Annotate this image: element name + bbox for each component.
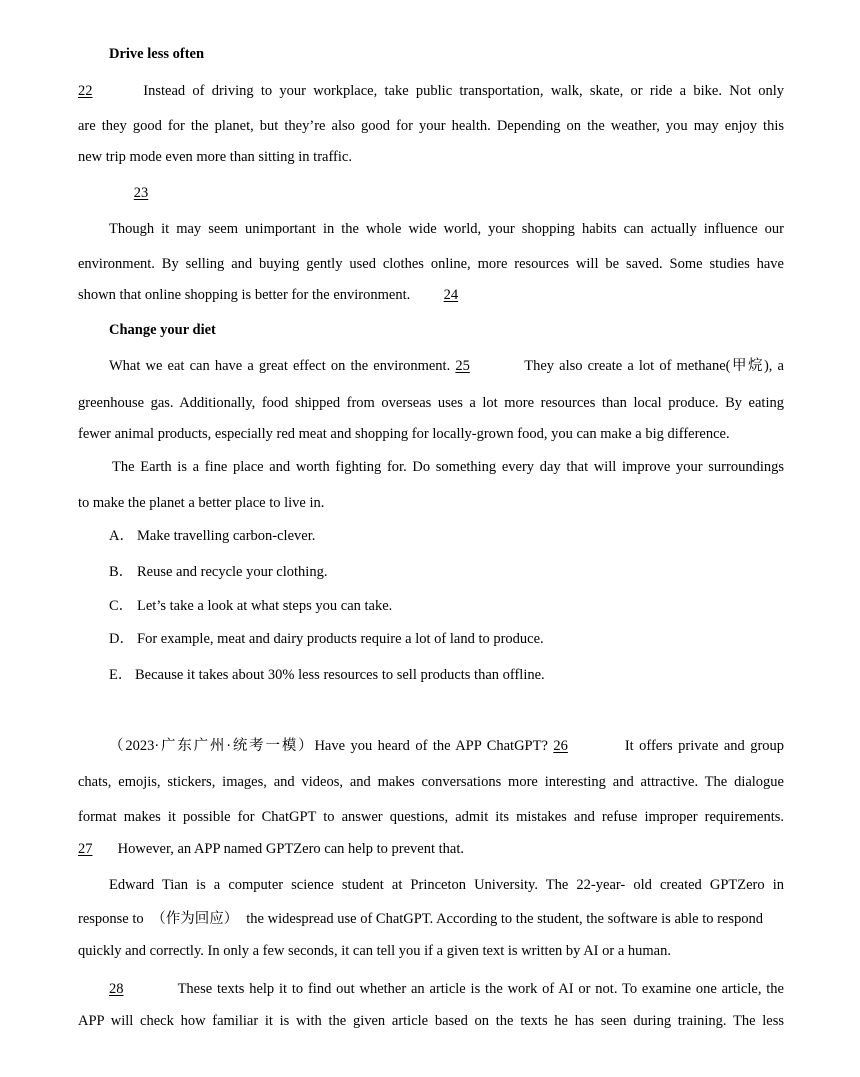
blank-25: 25 [455,358,470,374]
paragraph-shop-line-3 [78,286,484,304]
option-letter: C． [109,598,134,614]
paragraph-shop-line-1: Though it may seem unimportant in the whole wide world, your shopping habits can actually influence our [109,221,784,237]
blank-24: 24 [443,287,459,303]
paragraph-28-line-2: APP will check how familiar it is with the given article based on the texts he has seen during training. The less [78,1013,784,1029]
paragraph-earth-line-1: The Earth is a fine place and worth fighting for. Do something every day that will improve your surroundings [112,459,784,475]
blank-22: 22 [78,83,93,99]
option-letter: A． [109,528,134,544]
chinese-gloss: （作为回应） [151,911,239,927]
paragraph-22-line-1 [78,82,784,100]
paragraph-text: These texts help it to find out whether an article is the work of AI or not. To examine one article, the [177,981,784,997]
paragraph-text: However, an APP named GPTZero can help to prevent that. [117,841,465,857]
option-d [109,630,544,648]
option-text: Make travelling carbon-clever. [137,528,316,544]
heading-drive-less: Drive less often [109,46,205,62]
paragraph-text: response to [78,911,144,927]
option-letter: D． [109,631,134,647]
paragraph-diet-line-1 [109,357,784,375]
paragraph-text: shown that online shopping is better for the environment. [78,287,411,303]
option-e [109,666,545,684]
paragraph-diet-line-3: fewer animal products, especially red meat and shopping for locally-grown food, you can make a big difference. [78,426,730,442]
paragraph-diet-line-2: greenhouse gas. Additionally, food shipped from overseas uses a lot more resources than local produce. By eating [78,395,784,411]
option-a [109,527,315,545]
paragraph-earth-line-2: to make the planet a better place to live in. [78,495,325,511]
paragraph-text: They also create a lot of methane(甲烷), a [524,358,784,374]
option-letter: B． [109,564,134,580]
paragraph-28-line-1 [109,980,784,998]
paragraph-22-line-2: are they good for the planet, but they’re also good for your health. Depending on the weather, you may enjoy this [78,118,784,134]
source-tag: （2023·广东广州·统考一模） [109,738,315,754]
paragraph-22-line-3: new trip mode even more than sitting in traffic. [78,149,352,165]
paragraph-chatgpt-line-4 [78,840,464,858]
paragraph-text: the widespread use of ChatGPT. According to the student, the software is able to respond [246,911,764,927]
paragraph-chatgpt-line-1 [109,737,784,755]
blank-26: 26 [553,738,568,754]
blank-23: 23 [133,185,149,201]
paragraph-text: Instead of driving to your workplace, take public transportation, walk, skate, or ride a bike. Not only [143,83,785,99]
option-b [109,563,327,581]
paragraph-shop-line-2: environment. By selling and buying gently used clothes online, more resources will be saved. Some studies have [78,256,784,272]
option-text: Because it takes about 30% less resources to sell products than offline. [135,667,545,683]
paragraph-text: It offers private and group [624,738,785,754]
blank-23-line [109,184,173,202]
paragraph-tian-line-2 [78,910,763,928]
paragraph-tian-line-3: quickly and correctly. In only a few seconds, it can tell you if a given text is written by AI or a human. [78,943,671,959]
heading-change-diet: Change your diet [109,322,216,338]
option-letter: E． [109,667,133,683]
paragraph-tian-line-1: Edward Tian is a computer science student at Princeton University. The 22-year- old created GPTZero in [109,877,784,893]
paragraph-chatgpt-line-3: format makes it possible for ChatGPT to answer questions, admit its mistakes and refuse improper requirements. [78,809,784,825]
option-c [109,597,392,615]
paragraph-text: What we eat can have a great effect on the environment. [109,358,451,374]
blank-27: 27 [78,841,93,857]
option-text: For example, meat and dairy products require a lot of land to produce. [137,631,544,647]
blank-28: 28 [109,981,124,997]
paragraph-chatgpt-line-2: chats, emojis, stickers, images, and videos, and makes conversations more interesting and attractive. The dialogue [78,774,784,790]
option-text: Let’s take a look at what steps you can take. [137,598,393,614]
option-text: Reuse and recycle your clothing. [137,564,328,580]
paragraph-text: Have you heard of the APP ChatGPT? [314,738,548,754]
